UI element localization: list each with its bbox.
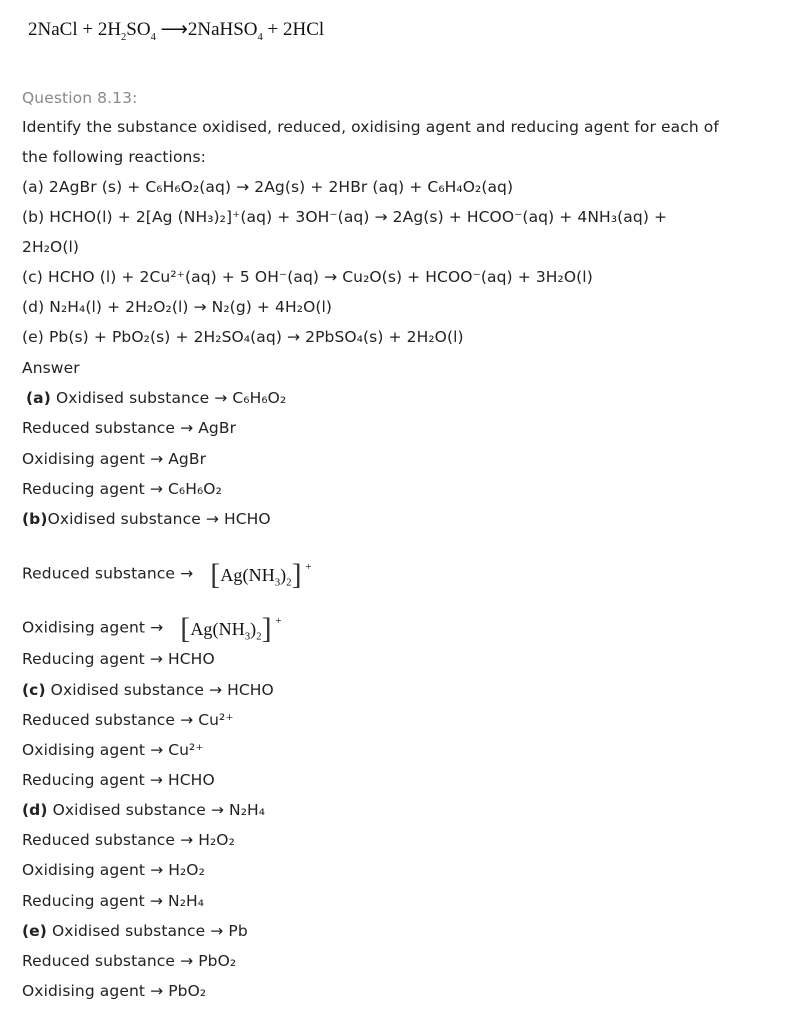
complex-subscript: 3 <box>244 631 251 643</box>
silver-ammine-complex <box>174 609 282 647</box>
answer-a-reduced: Reduced substance → AgBr <box>22 419 237 437</box>
part-tag: (a) <box>26 389 51 407</box>
equation-subscript: 4 <box>150 31 156 43</box>
complex-close-paren: ) <box>280 564 287 585</box>
answer-e-reduced: Reduced substance → PbO₂ <box>22 952 237 970</box>
answer-b-oxidised <box>22 509 271 529</box>
complex-charge: + <box>305 561 312 573</box>
part-tag: (d) <box>22 801 48 819</box>
answer-text: Reduced substance → <box>22 564 194 583</box>
answer-e-oxidised <box>22 921 248 941</box>
complex-charge: + <box>275 615 282 627</box>
answer-d-reducing: Reducing agent → N₂H₄ <box>22 892 205 910</box>
equation-rhs: 2NaHSO <box>187 19 258 40</box>
answer-d-oxidising: Oxidising agent → H₂O₂ <box>22 861 205 879</box>
bracket-close: ] <box>261 611 272 645</box>
answer-c-reduced: Reduced substance → Cu²⁺ <box>22 711 234 729</box>
complex-subscript: 2 <box>256 631 262 643</box>
reaction-a: (a) 2AgBr (s) + C₆H₆O₂(aq) → 2Ag(s) + 2HBr (aq) + C₆H₄O₂(aq) <box>22 178 514 196</box>
question-prompt-line-2: the following reactions: <box>22 148 206 166</box>
answer-heading: Answer <box>22 359 80 377</box>
answer-text: Oxidised substance → Pb <box>46 922 248 940</box>
top-equation <box>28 18 324 41</box>
answer-a-oxidising: Oxidising agent → AgBr <box>22 450 207 468</box>
answer-text: Oxidised substance → N₂H₄ <box>47 801 266 819</box>
complex-subscript: 3 <box>274 577 281 589</box>
reaction-e: (e) Pb(s) + PbO₂(s) + 2H₂SO₄(aq) → 2PbSO₄(s) + 2H₂O(l) <box>22 328 464 346</box>
equation-subscript: 4 <box>257 31 263 43</box>
reaction-arrow: ⟶ <box>160 19 188 40</box>
complex-subscript: 2 <box>286 577 292 589</box>
equation-lhs: 2NaCl + 2H <box>28 19 122 40</box>
answer-b-reduced <box>22 555 312 593</box>
answer-b-reducing: Reducing agent → HCHO <box>22 650 215 668</box>
silver-ammine-complex <box>204 555 312 593</box>
reaction-b-line-2: 2H₂O(l) <box>22 238 80 256</box>
equation-rhs-end: + 2HCl <box>262 19 325 40</box>
part-tag: (e) <box>22 922 47 940</box>
answer-text: Oxidised substance → HCHO <box>45 681 274 699</box>
answer-c-reducing: Reducing agent → HCHO <box>22 771 215 789</box>
bracket-close: ] <box>291 557 302 591</box>
answer-a-reducing: Reducing agent → C₆H₆O₂ <box>22 480 222 498</box>
answer-text: Oxidised substance → HCHO <box>47 510 271 528</box>
question-prompt-line-1: Identify the substance oxidised, reduced, oxidising agent and reducing agent for each of <box>22 118 719 136</box>
answer-e-oxidising: Oxidising agent → PbO₂ <box>22 982 207 1000</box>
answer-d-oxidised <box>22 800 265 820</box>
complex-formula: Ag(NH <box>190 618 245 639</box>
answer-text: Oxidised substance → C₆H₆O₂ <box>50 389 287 407</box>
equation-subscript: 2 <box>121 31 127 43</box>
part-tag: (c) <box>22 681 46 699</box>
bracket-open: [ <box>180 611 191 645</box>
reaction-d: (d) N₂H₄(l) + 2H₂O₂(l) → N₂(g) + 4H₂O(l) <box>22 298 333 316</box>
answer-a-oxidised <box>26 388 286 408</box>
answer-c-oxidising: Oxidising agent → Cu²⁺ <box>22 741 204 759</box>
equation-lhs-mid: SO <box>126 19 151 40</box>
answer-d-reduced: Reduced substance → H₂O₂ <box>22 831 235 849</box>
complex-close-paren: ) <box>250 618 257 639</box>
answer-c-oxidised <box>22 680 274 700</box>
complex-formula: Ag(NH <box>220 564 275 585</box>
bracket-open: [ <box>210 557 221 591</box>
part-tag: (b) <box>22 510 48 528</box>
answer-b-oxidising <box>22 609 282 647</box>
reaction-c: (c) HCHO (l) + 2Cu²⁺(aq) + 5 OH⁻(aq) → Cu₂O(s) + HCOO⁻(aq) + 3H₂O(l) <box>22 268 593 286</box>
answer-text: Oxidising agent → <box>22 618 164 637</box>
reaction-b-line-1: (b) HCHO(l) + 2[Ag (NH₃)₂]⁺(aq) + 3OH⁻(aq) → 2Ag(s) + HCOO⁻(aq) + 4NH₃(aq) + <box>22 208 668 226</box>
question-title: Question 8.13: <box>22 89 138 107</box>
